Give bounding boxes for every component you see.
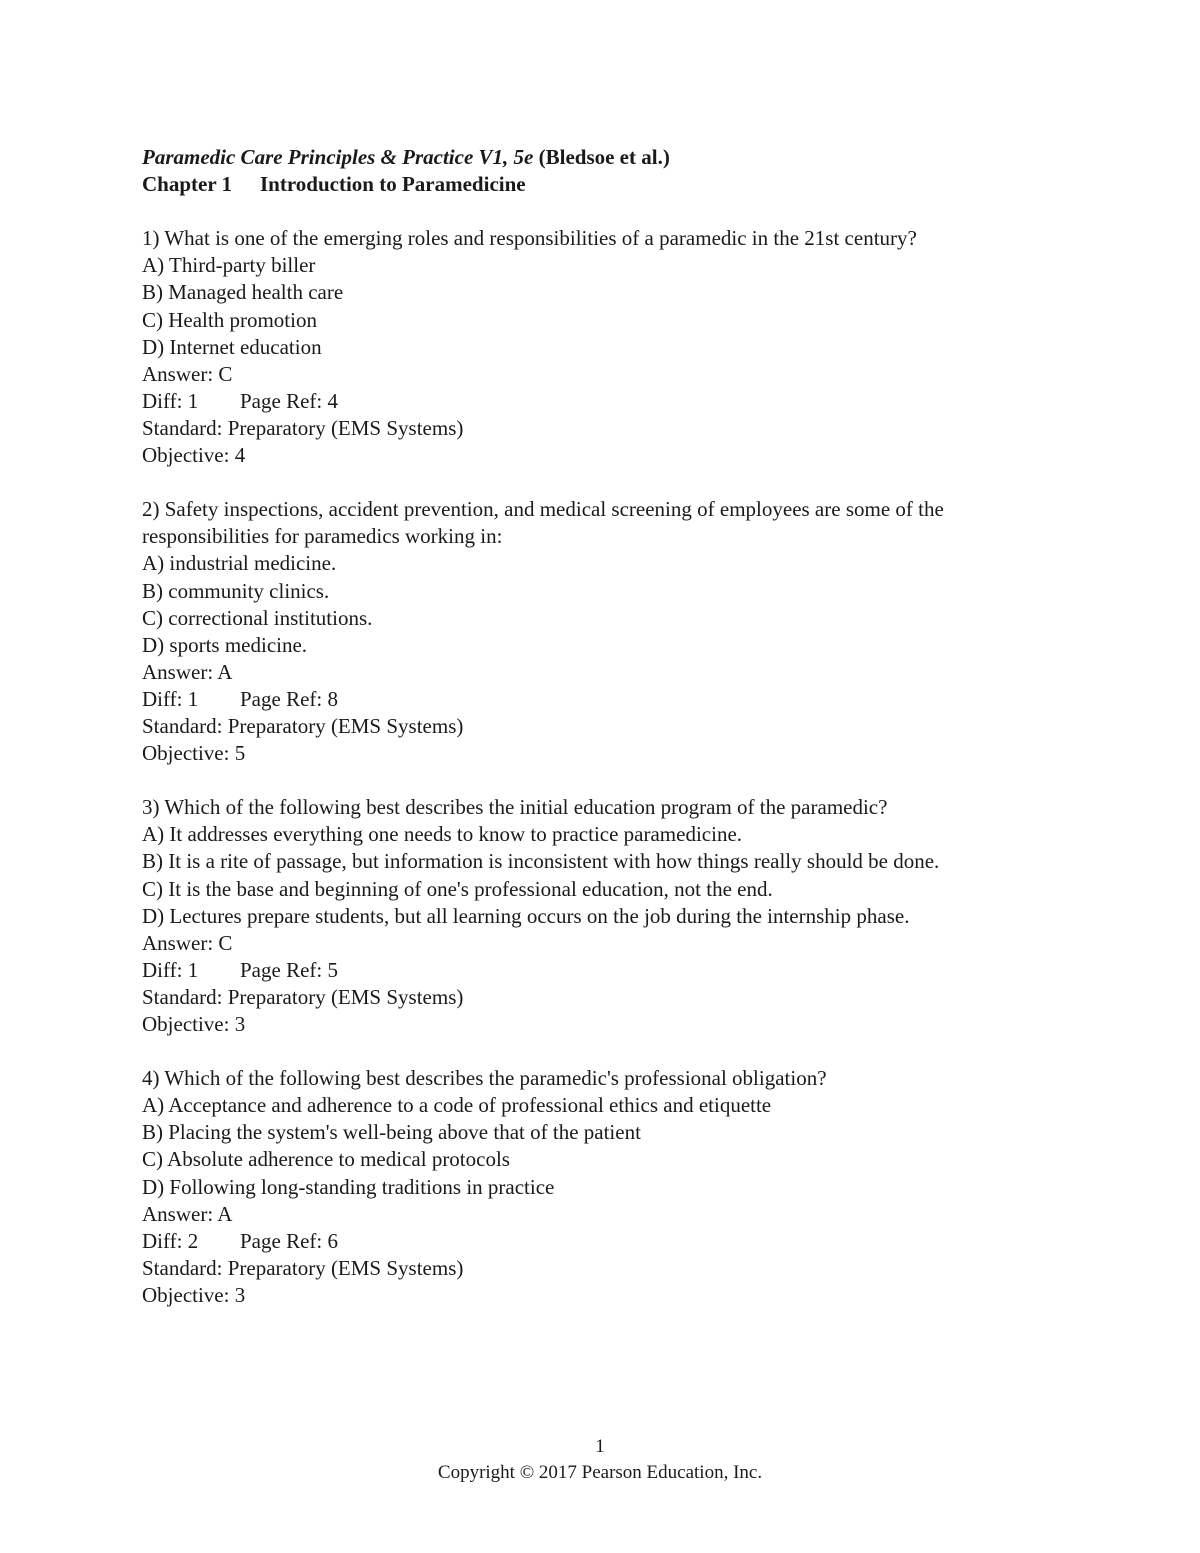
question-1: [142, 225, 1102, 469]
spacer: [142, 198, 1102, 225]
difficulty: Diff: 1: [142, 388, 199, 413]
question-stem: 4) Which of the following best describes the paramedic's professional obligation?: [142, 1066, 827, 1091]
objective: Objective: 5: [142, 741, 246, 766]
question-stem-continued: responsibilities for paramedics working in:: [142, 524, 503, 549]
chapter-title: Introduction to Paramedicine: [260, 172, 526, 197]
answer: Answer: A: [142, 659, 233, 684]
page-ref: Page Ref: 5: [240, 957, 338, 982]
answer: Answer: A: [142, 1201, 233, 1226]
diff-line: [142, 686, 1102, 713]
option-a: A) It addresses everything one needs to know to practice paramedicine.: [142, 822, 743, 847]
question-stem: 2) Safety inspections, accident prevention, and medical screening of employees are some of the: [142, 497, 944, 522]
question-stem: 3) Which of the following best describes the initial education program of the paramedic?: [142, 795, 888, 820]
option-d: D) Internet education: [142, 334, 322, 359]
standard: Standard: Preparatory (EMS Systems): [142, 713, 464, 738]
option-a: A) industrial medicine.: [142, 551, 337, 576]
question-4: [142, 1065, 1102, 1309]
difficulty: Diff: 1: [142, 957, 199, 982]
page-ref: Page Ref: 8: [240, 686, 338, 711]
copyright-notice: Copyright © 2017 Pearson Education, Inc.: [437, 1462, 763, 1483]
option-c: C) It is the base and beginning of one's professional education, not the end.: [142, 876, 773, 901]
option-b: B) Managed health care: [142, 280, 344, 305]
standard: Standard: Preparatory (EMS Systems): [142, 984, 464, 1009]
option-d: D) sports medicine.: [142, 632, 308, 657]
question-2: [142, 496, 1102, 767]
chapter-header: [142, 171, 1102, 198]
answer: Answer: C: [142, 361, 233, 386]
standard: Standard: Preparatory (EMS Systems): [142, 415, 464, 440]
option-b: B) It is a rite of passage, but information is inconsistent with how things really should be done.: [142, 849, 940, 874]
objective: Objective: 3: [142, 1282, 246, 1307]
page-ref: Page Ref: 6: [240, 1228, 338, 1253]
page-content: [142, 144, 1102, 1336]
diff-line: [142, 388, 1102, 415]
question-stem: 1) What is one of the emerging roles and responsibilities of a paramedic in the 21st century?: [142, 226, 917, 251]
book-authors: (Bledsoe et al.): [538, 145, 670, 169]
question-3: [142, 794, 1102, 1038]
option-d: D) Lectures prepare students, but all learning occurs on the job during the internship phase.: [142, 903, 910, 928]
option-c: C) Health promotion: [142, 307, 317, 332]
difficulty: Diff: 2: [142, 1228, 199, 1253]
option-a: A) Third-party biller: [142, 253, 316, 278]
option-c: C) correctional institutions.: [142, 605, 373, 630]
book-header: [142, 144, 1102, 171]
option-a: A) Acceptance and adherence to a code of professional ethics and etiquette: [142, 1093, 772, 1118]
option-b: B) Placing the system's well-being above that of the patient: [142, 1120, 641, 1145]
option-d: D) Following long-standing traditions in practice: [142, 1174, 555, 1199]
option-b: B) community clinics.: [142, 578, 330, 603]
objective: Objective: 4: [142, 443, 246, 468]
objective: Objective: 3: [142, 1012, 246, 1036]
option-c: C) Absolute adherence to medical protocols: [142, 1147, 510, 1172]
standard: Standard: Preparatory (EMS Systems): [142, 1255, 464, 1280]
chapter-number: Chapter 1: [142, 172, 233, 197]
diff-line: [142, 1228, 1102, 1255]
answer: Answer: C: [142, 930, 233, 955]
book-title: Paramedic Care Principles & Practice V1, 5e: [142, 145, 534, 169]
page-number: 1: [595, 1436, 605, 1457]
difficulty: Diff: 1: [142, 686, 199, 711]
diff-line: [142, 957, 1102, 984]
page-ref: Page Ref: 4: [240, 388, 338, 413]
